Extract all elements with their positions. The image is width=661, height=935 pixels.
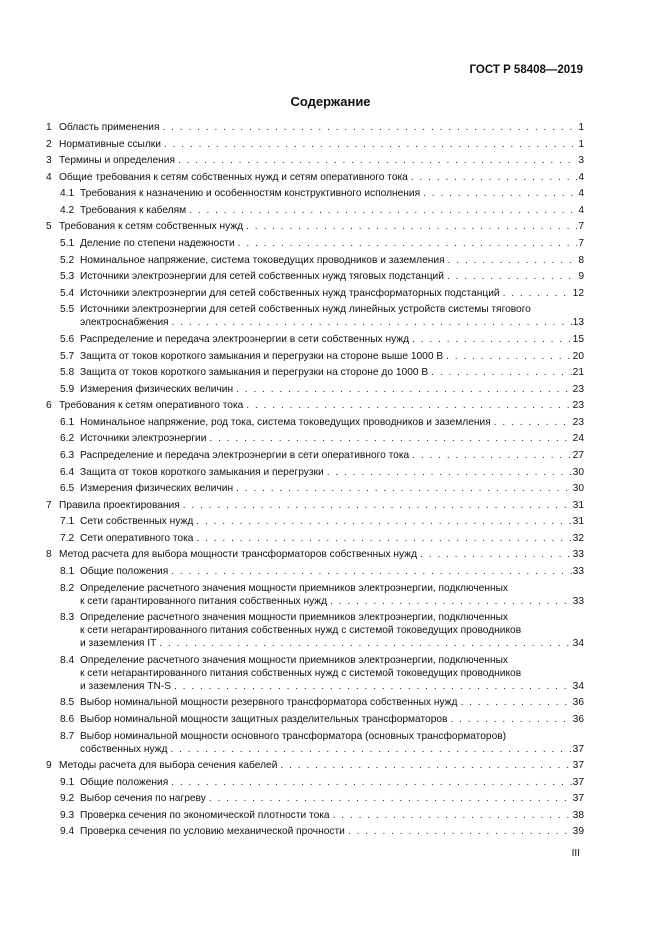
toc-entry-title: и заземления IT [80,638,157,650]
dot-leader [503,287,572,300]
toc-entry-title: Защита от токов короткого замыкания и перегрузки [80,466,324,478]
toc-entry-title: собственных нужд [80,743,168,755]
toc-entry-number: 5.3 [60,271,75,283]
toc-entry[interactable] [46,654,584,693]
dot-leader [238,237,578,250]
toc-entry[interactable] [46,383,584,396]
toc-entry-number: 9.4 [60,826,75,838]
toc-entry-title-line: Определение расчетного значения мощности приемников электроэнергии, подключенных [80,582,509,594]
toc-entry-number: 4.1 [60,188,75,200]
toc-entry-number: 9 [46,760,52,772]
toc-entry-page: 1 [578,138,584,150]
dot-leader [171,565,571,578]
toc-entry-title: Метод расчета для выбора мощности трансформаторов собственных нужд [59,549,418,561]
toc-entry-number: 8.2 [60,582,75,594]
toc-entry-title: Требования к сетям собственных нужд [59,221,244,233]
toc-entry-title: Деление по степени надежности [80,238,235,250]
toc-entry-number: 8.7 [60,730,75,742]
dot-leader [196,515,571,528]
toc-entry-page: 13 [572,317,584,329]
toc-entry-page: 24 [572,433,584,445]
toc-entry[interactable] [46,350,584,363]
toc-entry-title-line: Определение расчетного значения мощности приемников электроэнергии, подключенных [80,612,509,624]
toc-entry-number: 6.2 [60,433,75,445]
toc-entry-title-line: Источники электроэнергии для сетей собственных нужд линейных устройств системы тягового [80,304,531,316]
toc-entry-number: 6.5 [60,483,75,495]
toc-entry-title: Номинальное напряжение, система токоведущих проводников и заземления [80,254,445,266]
document-header: ГОСТ Р 58408—2019 [469,64,583,76]
dot-leader [280,759,571,772]
toc-entry-title: Общие положения [80,566,169,578]
toc-entry[interactable] [46,482,584,495]
dot-leader [412,449,571,462]
toc-entry-number: 6.1 [60,416,75,428]
toc-entry-number: 5.5 [60,304,75,316]
dot-leader [162,121,577,134]
toc-entry-page: 33 [572,549,584,561]
toc-entry-number: 5.4 [60,287,75,299]
toc-entry-page: 4 [578,188,584,200]
toc-entry-page: 20 [572,350,584,362]
toc-entry-number: 3 [46,155,52,167]
toc-entry-page: 4 [578,171,584,183]
toc-entry-page: 38 [572,809,584,821]
toc-entry-number: 5.2 [60,254,75,266]
dot-leader [448,254,578,267]
dot-leader [236,383,572,396]
page-title: Содержание [290,94,371,109]
toc-entry-page: 27 [572,449,584,461]
toc-entry-number: 8.5 [60,697,75,709]
toc-entry-page: 7 [578,238,584,250]
toc-entry[interactable] [46,730,584,756]
toc-entry-number: 8 [46,549,52,561]
dot-leader [423,187,577,200]
dot-leader [172,316,572,329]
toc-entry-page: 34 [572,638,584,650]
dot-leader [327,466,572,479]
dot-leader [330,595,572,608]
toc-entry-number: 6 [46,400,52,412]
toc-entry-page: 23 [572,416,584,428]
toc-entry-page: 12 [572,287,584,299]
toc-entry-title: Номинальное напряжение, род тока, система токоведущих проводников и заземления [80,416,491,428]
toc-entry-number: 7 [46,499,52,511]
toc-entry-title: Измерения физических величин [80,383,234,395]
toc-entry-number: 9.2 [60,793,75,805]
toc-entry-page: 31 [572,516,584,528]
toc-entry-page: 37 [572,793,584,805]
toc-entry[interactable] [46,713,584,726]
toc-entry[interactable] [46,532,584,545]
toc-entry-title: Сети оперативного тока [80,532,194,544]
table-of-contents [46,121,584,842]
toc-entry-page: 37 [572,760,584,772]
toc-entry-title: Проверка сечения по условию механической прочности [80,826,345,838]
toc-entry[interactable] [46,333,584,346]
toc-entry-page: 23 [572,383,584,395]
toc-entry-title: Выбор номинальной мощности защитных разделительных трансформаторов [80,713,448,725]
toc-entry-page: 37 [572,776,584,788]
toc-entry[interactable] [46,303,584,329]
toc-entry-title: Распределение и передача электроэнергии в сети собственных нужд [80,333,410,345]
dot-leader [196,532,571,545]
toc-entry-title: Проверка сечения по экономической плотности тока [80,809,330,821]
toc-entry-number: 6.3 [60,449,75,461]
toc-entry-title: Общие требования к сетям собственных нужд и сетям оперативного тока [59,171,408,183]
toc-entry-page: 4 [578,204,584,216]
toc-entry-title: Требования к назначению и особенностям конструктивного исполнения [80,188,421,200]
toc-entry-page: 9 [578,271,584,283]
toc-entry-title: Сети собственных нужд [80,516,194,528]
toc-entry-page: 34 [572,680,584,692]
toc-entry-number: 6.4 [60,466,75,478]
toc-entry-page: 15 [572,333,584,345]
toc-entry-number: 5.8 [60,367,75,379]
toc-entry-title: Источники электроэнергии [80,433,207,445]
toc-entry-title: Область применения [59,122,160,133]
toc-entry-page: 1 [578,122,584,133]
toc-entry-title: Выбор номинальной мощности резервного трансформатора собственных нужд [80,697,458,709]
toc-entry-title: Правила проектирования [59,499,180,511]
toc-entry[interactable] [46,825,584,838]
toc-entry[interactable] [46,237,584,250]
toc-entry[interactable] [46,187,584,200]
toc-entry-page: 32 [572,532,584,544]
dot-leader [348,825,572,838]
toc-entry[interactable] [46,154,584,167]
toc-entry[interactable] [46,366,584,379]
toc-entry[interactable] [46,809,584,822]
toc-entry[interactable] [46,499,584,512]
toc-entry-title-line: к сети негарантированного питания собственных нужд с системой токоведущих проводников [80,625,522,637]
dot-leader [450,713,571,726]
dot-leader [171,776,571,789]
toc-entry-title: электроснабжения [80,317,169,329]
toc-entry[interactable] [46,432,584,445]
toc-entry-page: 37 [572,743,584,755]
toc-entry-page: 3 [578,155,584,167]
toc-entry-title: к сети гарантированного питания собственных нужд [80,595,328,607]
dot-leader [164,138,577,151]
toc-entry-number: 8.3 [60,612,75,624]
dot-leader [189,204,577,217]
toc-entry-page: 36 [572,697,584,709]
toc-entry[interactable] [46,138,584,151]
toc-entry-title: Измерения физических величин [80,483,234,495]
toc-entry[interactable] [46,582,584,608]
toc-entry[interactable] [46,565,584,578]
toc-entry-page: 30 [572,466,584,478]
toc-entry[interactable] [46,776,584,789]
toc-entry-title: Требования к сетям оперативного тока [59,400,244,412]
toc-entry[interactable] [46,611,584,650]
toc-entry-title: Термины и определения [59,155,175,167]
dot-leader [178,154,577,167]
toc-entry[interactable] [46,449,584,462]
toc-entry-page: 31 [572,499,584,511]
toc-entry-number: 7.1 [60,516,75,528]
dot-leader [446,350,572,363]
toc-entry[interactable] [46,204,584,217]
toc-entry-title: Защита от токов короткого замыкания и перегрузки на стороне до 1000 В [80,367,429,379]
toc-entry-title: Защита от токов короткого замыкания и перегрузки на стороне выше 1000 В [80,350,444,362]
toc-entry-page: 23 [572,400,584,412]
dot-leader [494,416,572,429]
toc-entry-title: Выбор сечения по нагреву [80,793,206,805]
dot-leader [420,548,572,561]
toc-entry-title: Источники электроэнергии для сетей собственных нужд трансформаторных подстанций [80,287,500,299]
toc-entry[interactable] [46,696,584,709]
toc-entry-page: 39 [572,826,584,838]
toc-entry-page: 33 [572,566,584,578]
page-number: III [571,848,580,859]
toc-entry-number: 5.1 [60,238,75,250]
toc-entry-page: 8 [578,254,584,266]
toc-entry[interactable] [46,220,584,233]
dot-leader [159,637,571,650]
dot-leader [246,399,571,412]
dot-leader [170,743,571,756]
toc-entry[interactable] [46,466,584,479]
toc-entry-title-line: Выбор номинальной мощности основного трансформатора (основных трансформаторов) [80,730,507,742]
toc-entry[interactable] [46,287,584,300]
toc-entry-title: и заземления TN-S [80,680,172,692]
toc-entry-number: 4.2 [60,204,75,216]
dot-leader [209,792,572,805]
dot-leader [183,499,572,512]
toc-entry-title-line: к сети негарантированного питания собственных нужд с системой токоведущих проводников [80,667,522,679]
toc-entry[interactable] [46,399,584,412]
dot-leader [236,482,572,495]
toc-entry[interactable] [46,548,584,561]
dot-leader [431,366,572,379]
toc-entry-title: Источники электроэнергии для сетей собственных нужд тяговых подстанций [80,271,444,283]
toc-entry-title: Требования к кабелям [80,204,187,216]
toc-entry[interactable] [46,759,584,772]
toc-entry-number: 2 [46,138,52,150]
toc-entry-number: 1 [46,122,52,133]
dot-leader [246,220,577,233]
toc-entry-number: 5.9 [60,383,75,395]
toc-entry-number: 8.6 [60,713,75,725]
toc-entry-number: 9.3 [60,809,75,821]
toc-entry[interactable] [46,254,584,267]
dot-leader [412,333,572,346]
toc-entry-number: 8.4 [60,654,75,666]
dot-leader [411,171,577,184]
toc-entry-number: 9.1 [60,776,75,788]
toc-entry-number: 5.7 [60,350,75,362]
toc-entry-number: 5 [46,221,52,233]
toc-entry-number: 5.6 [60,333,75,345]
toc-entry[interactable] [46,121,584,134]
toc-entry-title: Распределение и передача электроэнергии в сети оперативного тока [80,449,410,461]
toc-entry-title-line: Определение расчетного значения мощности приемников электроэнергии, подключенных [80,654,509,666]
dot-leader [447,270,577,283]
dot-leader [460,696,571,709]
toc-entry-page: 30 [572,483,584,495]
toc-entry-title: Методы расчета для выбора сечения кабелей [59,760,278,772]
toc-entry[interactable] [46,416,584,429]
toc-entry-page: 21 [572,367,584,379]
toc-entry[interactable] [46,515,584,528]
toc-entry-title: Нормативные ссылки [59,138,161,150]
toc-entry-number: 7.2 [60,532,75,544]
toc-entry-title: Общие положения [80,776,169,788]
toc-entry[interactable] [46,270,584,283]
toc-entry-page: 36 [572,713,584,725]
dot-leader [209,432,571,445]
toc-entry-number: 4 [46,171,52,183]
toc-entry[interactable] [46,171,584,184]
toc-entry[interactable] [46,792,584,805]
toc-entry-page: 7 [578,221,584,233]
dot-leader [333,809,572,822]
dot-leader [174,680,572,693]
toc-entry-number: 8.1 [60,566,75,578]
toc-entry-page: 33 [572,595,584,607]
